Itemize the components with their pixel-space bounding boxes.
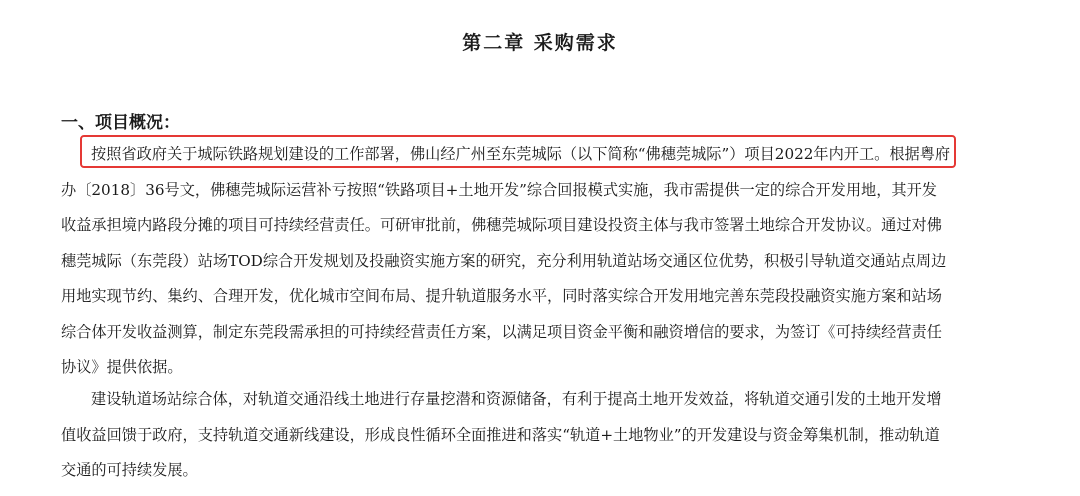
paragraph-line: 协议》提供依据。: [61, 358, 183, 376]
chapter-title: 第二章 采购需求: [462, 32, 618, 54]
paragraph-line: 收益承担境内路段分摊的项目可持续经营责任。可研审批前，佛穗莞城际项目建设投资主体与我市签署土地综合开发协议。通过对佛: [61, 216, 942, 234]
paragraph-line: 用地实现节约、集约、合理开发，优化城市空间布局、提升轨道服务水平，同时落实综合开发用地完善东莞段投融资实施方案和站场: [61, 287, 942, 305]
paragraph-line: 建设轨道场站综合体，对轨道交通沿线土地进行存量挖潜和资源储备，有利于提高土地开发效益，将轨道交通引发的土地开发增: [91, 390, 942, 408]
paragraph-line: 值收益回馈于政府，支持轨道交通新线建设，形成良性循环全面推进和落实“轨道+土地物业”的开发建设与资金筹集机制，推动轨道: [61, 425, 940, 444]
paragraph-line: 交通的可持续发展。: [61, 461, 198, 479]
paragraph-station-complex: [61, 382, 1041, 489]
paragraph-line: 穗莞城际（东莞段）站场TOD综合开发规划及投融资实施方案的研究，充分利用轨道站场交通区位优势，积极引导轨道交通站点周边: [61, 251, 947, 270]
paragraph-line: 综合体开发收益测算，制定东莞段需承担的可持续经营责任方案，以满足项目资金平衡和融资增信的要求，为签订《可持续经营责任: [61, 322, 942, 341]
section-heading: 一、项目概况：: [61, 113, 180, 133]
paragraph-line: 办〔2018〕36号文，佛穗莞城际运营补亏按照“铁路项目+土地开发”综合回报模式实施，我市需提供一定的综合开发用地，其开发: [61, 180, 937, 199]
highlight-annotation-box: [80, 135, 956, 168]
paragraph-line: 按照省政府关于城际铁路规划建设的工作部署，佛山经广州至东莞城际（以下简称“佛穗莞城际”）项目2022年内开工。根据粤府: [91, 145, 951, 163]
paragraph-project-overview: [61, 137, 1041, 386]
